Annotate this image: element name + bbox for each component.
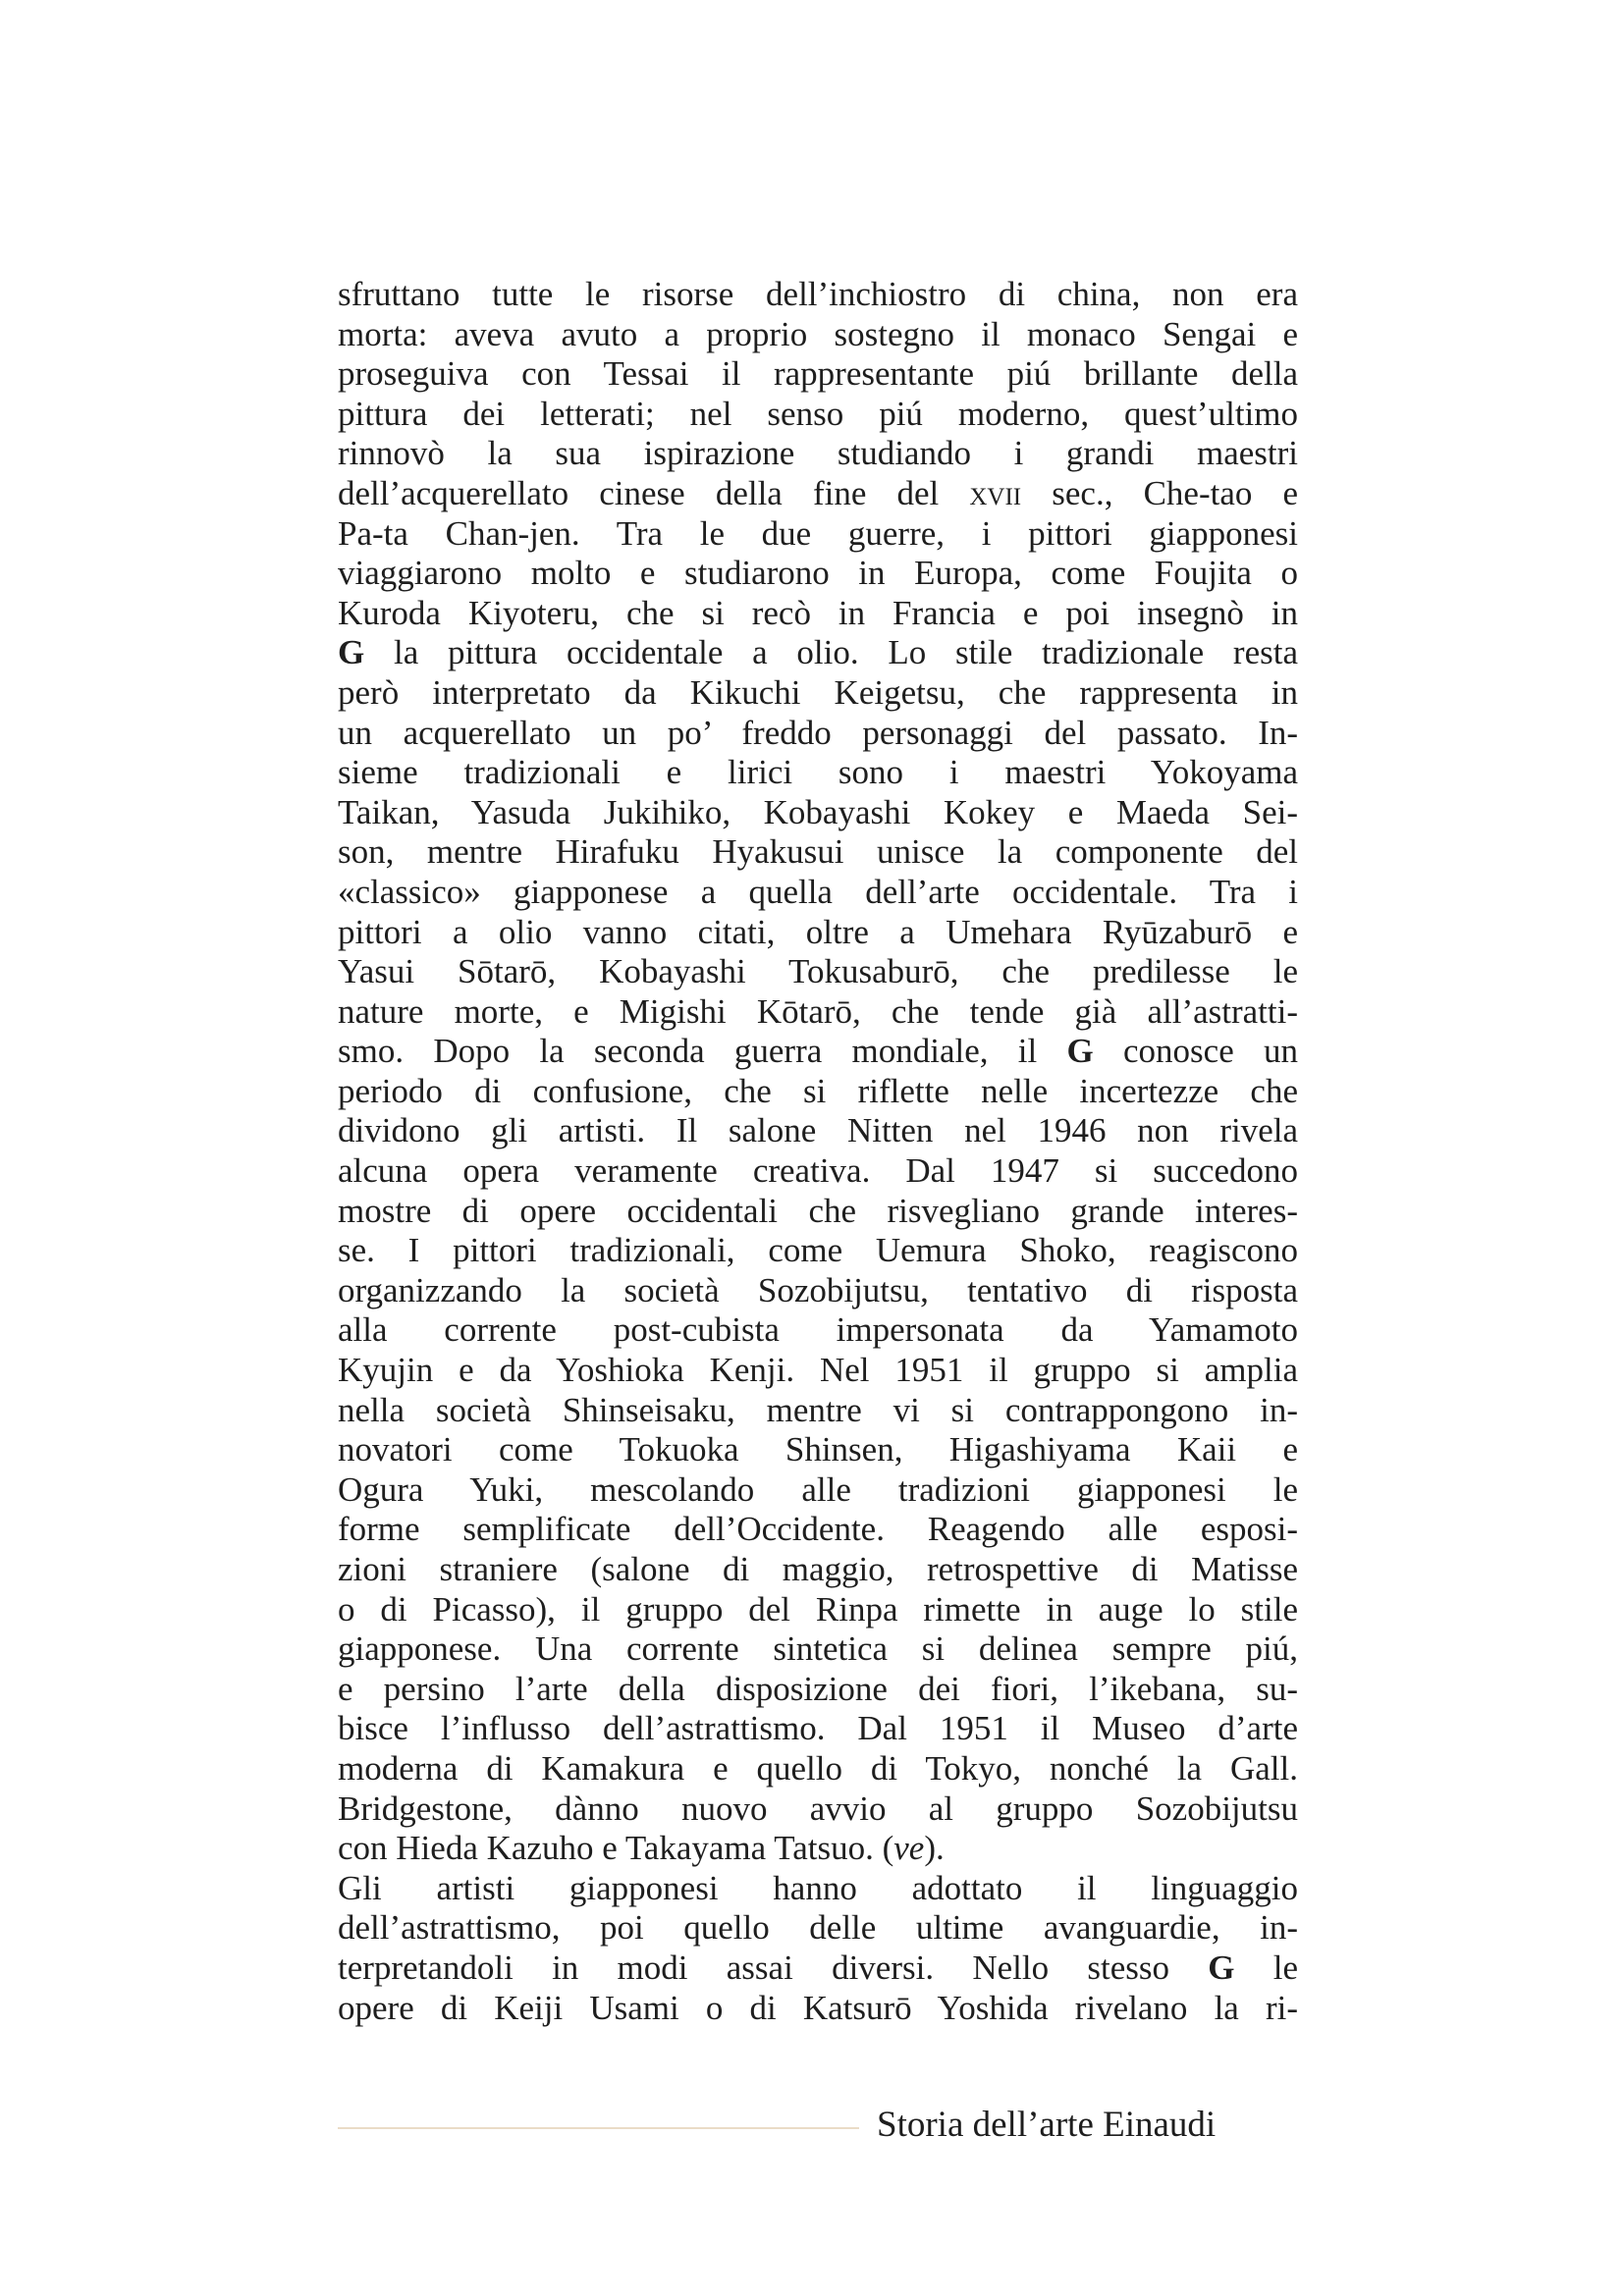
text-line: Kuroda Kiyoteru, che si recò in Francia e poi insegnò in [338, 593, 1298, 632]
text-line: Kyujin e da Yoshioka Kenji. Nel 1951 il gruppo si amplia [338, 1351, 1298, 1390]
entry-abbreviation: G [1066, 1032, 1094, 1071]
text-line: dividono gli artisti. Il salone Nitten nel 1946 non rivela [338, 1111, 1298, 1150]
text-line: Bridgestone, dànno nuovo avvio al gruppo Sozobijutsu [338, 1789, 1298, 1828]
text-fragment: la pittura occidentale a olio. Lo stile tradizionale resta [393, 633, 1298, 672]
text-line: Ogura Yuki, mescolando alle tradizioni giapponesi le [338, 1469, 1298, 1509]
text-line: novatori come Tokuoka Shinsen, Higashiyama Kaii e [338, 1430, 1298, 1469]
text-line: pittura dei letterati; nel senso piú moderno, quest’ultimo [338, 394, 1298, 433]
text-line: Yasui Sōtarō, Kobayashi Tokusaburō, che predilesse le [338, 952, 1298, 991]
footer-rule [338, 2127, 859, 2129]
text-fragment: con Hieda Kazuho e Takayama Tatsuo. ( [338, 1829, 894, 1868]
text-line: rinnovò la sua ispirazione studiando i grandi maestri [338, 434, 1298, 473]
text-fragment: terpretandoli in modi assai diversi. Nello stesso [338, 1948, 1169, 1987]
text-line: viaggiarono molto e studiarono in Europa, come Foujita o [338, 554, 1298, 593]
footer-title: Storia dell’arte Einaudi [877, 2105, 1217, 2145]
century-numeral: xvii [969, 473, 1022, 512]
text-line: Taikan, Yasuda Jukihiko, Kobayashi Kokey e Maeda Sei- [338, 792, 1298, 831]
text-line: sieme tradizionali e lirici sono i maestri Yokoyama [338, 753, 1298, 792]
text-fragment: conosce un [1123, 1032, 1299, 1071]
text-line: o di Picasso), il gruppo del Rinpa rimette in auge lo stile [338, 1589, 1298, 1629]
text-line: proseguiva con Tessai il rappresentante piú brillante della [338, 354, 1298, 394]
text-line: moderna di Kamakura e quello di Tokyo, nonché la Gall. [338, 1748, 1298, 1788]
text-line: alcuna opera veramente creativa. Dal 1947 si succedono [338, 1151, 1298, 1191]
text-line [338, 1829, 1298, 1869]
body-text [338, 275, 1298, 2028]
text-line: morta: aveva avuto a proprio sostegno il monaco Sengai e [338, 314, 1298, 353]
text-line: opere di Keiji Usami o di Katsurō Yoshida rivelano la ri- [338, 1988, 1298, 2027]
text-line: un acquerellato un po’ freddo personaggi del passato. In- [338, 713, 1298, 752]
text-line: zioni straniere (salone di maggio, retrospettive di Matisse [338, 1550, 1298, 1588]
text-line: periodo di confusione, che si riflette nelle incertezze che [338, 1071, 1298, 1110]
text-fragment: le [1272, 1948, 1299, 1987]
text-fragment: smo. Dopo la seconda guerra mondiale, il [338, 1032, 1038, 1071]
text-line: «classico» giapponese a quella dell’arte occidentale. Tra i [338, 872, 1298, 911]
text-fragment: dell’acquerellato cinese della fine del [338, 473, 940, 512]
text-line: pittori a olio vanno citati, oltre a Umehara Ryūzaburō e [338, 912, 1298, 951]
text-line: mostre di opere occidentali che risvegliano grande interes- [338, 1191, 1298, 1230]
author-initials: ve [893, 1829, 925, 1868]
text-line: forme semplificate dell’Occidente. Reagendo alle esposi- [338, 1510, 1298, 1549]
text-line: Pa-ta Chan-jen. Tra le due guerre, i pittori giapponesi [338, 513, 1298, 553]
text-line: Gli artisti giapponesi hanno adottato il linguaggio [338, 1868, 1298, 1907]
text-line [338, 1032, 1298, 1072]
text-line: nella società Shinseisaku, mentre vi si contrappongono in- [338, 1390, 1298, 1429]
entry-abbreviation: G [338, 633, 365, 672]
entry-abbreviation: G [1208, 1948, 1235, 1987]
text-line: giapponese. Una corrente sintetica si delinea sempre piú, [338, 1629, 1298, 1669]
text-line: se. I pittori tradizionali, come Uemura Shoko, reagiscono [338, 1231, 1298, 1270]
text-line [338, 474, 1298, 514]
text-line: organizzando la società Sozobijutsu, tentativo di risposta [338, 1270, 1298, 1309]
text-fragment: ). [924, 1829, 945, 1868]
text-line: nature morte, e Migishi Kōtarō, che tende già all’astratti- [338, 991, 1298, 1031]
text-line: son, mentre Hirafuku Hyakusui unisce la componente del [338, 832, 1298, 872]
text-line: e persino l’arte della disposizione dei fiori, l’ikebana, su- [338, 1669, 1298, 1708]
text-line [338, 1949, 1298, 1989]
text-line [338, 633, 1298, 673]
text-fragment: sec., Che-tao e [1052, 473, 1299, 512]
text-line: sfruttano tutte le risorse dell’inchiostro di china, non era [338, 275, 1298, 313]
text-line: bisce l’influsso dell’astrattismo. Dal 1951 il Museo d’arte [338, 1709, 1298, 1748]
text-line: però interpretato da Kikuchi Keigetsu, che rappresenta in [338, 672, 1298, 712]
text-line: dell’astrattismo, poi quello delle ultime avanguardie, in- [338, 1908, 1298, 1948]
text-line: alla corrente post-cubista impersonata da Yamamoto [338, 1310, 1298, 1350]
